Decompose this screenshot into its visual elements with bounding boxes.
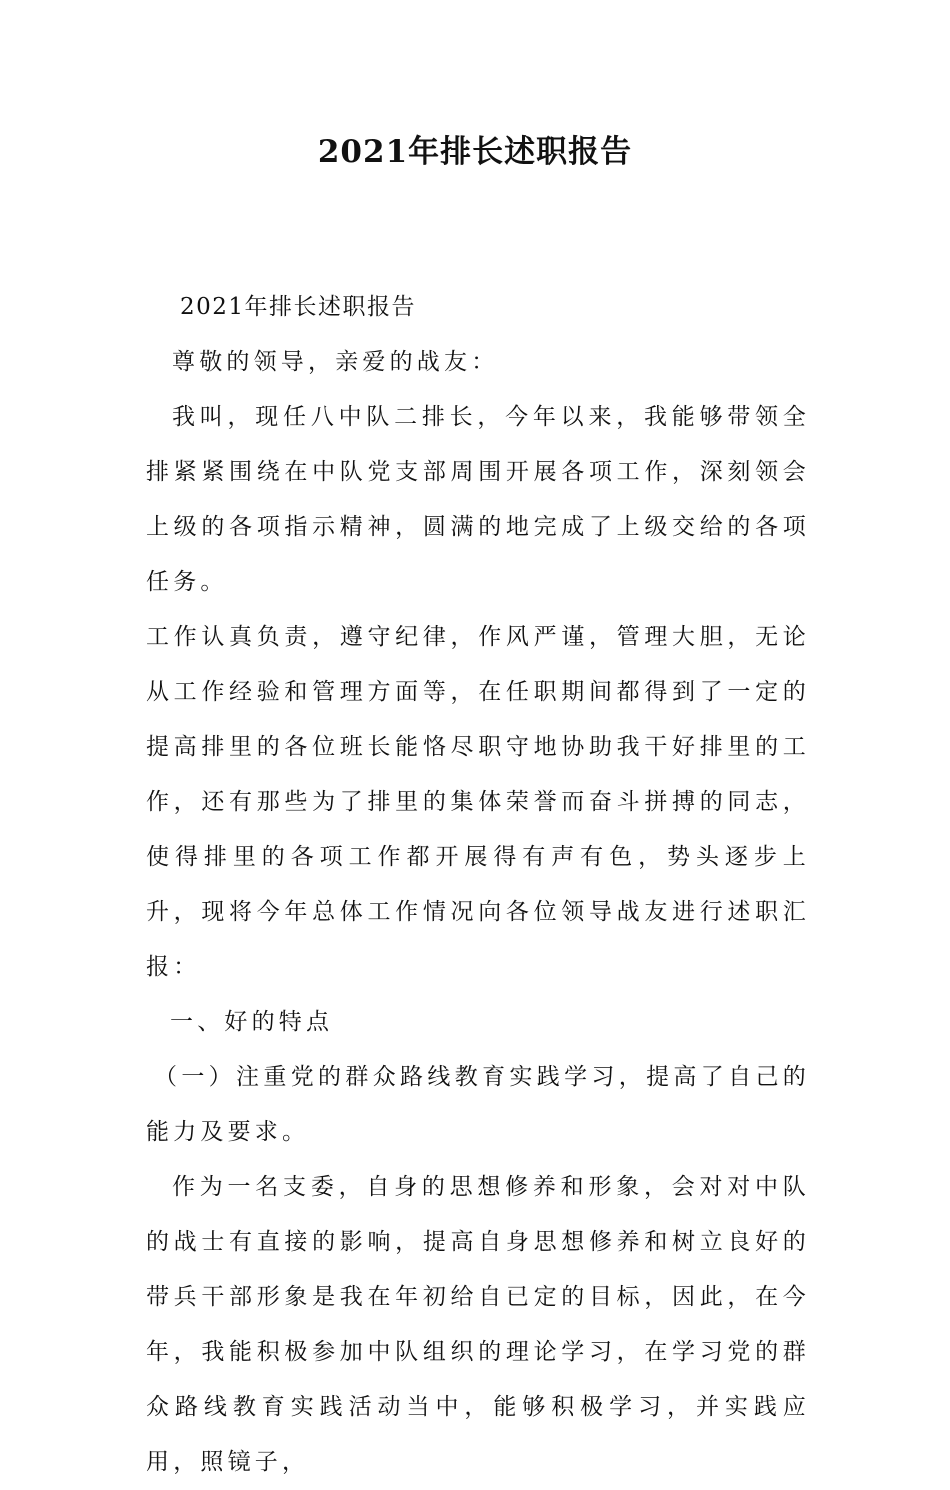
body-heading: 2021年排长述职报告 [180,294,417,320]
salutation: 尊敬的领导，亲爱的战友： [172,349,499,375]
subsection-heading-1: （一）注重党的群众路线教育实践学习，提高了自己的能力及要求。 [146,1064,810,1145]
document-title: 2021年排长述职报告 [317,134,633,170]
work-summary-paragraph: 工作认真负责，遵守纪律，作风严谨，管理大胆，无论从工作经验和管理方面等，在任职期间都得到了一定的提高排里的各位班长能恪尽职守地协助我干好排里的工作，还有那些为了排里的集体荣誉而奋斗拼搏的同志，使得排里的各项工作都开展得有声有色，势头逐步上升，现将今年总体工作情况向各位领导战友进行述职汇报： [146,624,810,980]
intro-paragraph: 我叫，现任八中队二排长，今年以来，我能够带领全排紧紧围绕在中队党支部周围开展各项工作，深刻领会上级的各项指示精神，圆满的地完成了上级交给的各项任务。 [146,404,810,595]
section-body-paragraph: 作为一名支委，自身的思想修养和形象，会对对中队的战士有直接的影响，提高自身思想修养和树立良好的带兵干部形象是我在年初给自已定的目标，因此，在今年，我能积极参加中队组织的理论学习，在学习党的群众路线教育实践活动当中，能够积极学习，并实践应用，照镜子， [146,1174,810,1475]
section-heading-1: 一、好的特点 [170,1009,334,1035]
document-body [146,280,810,1490]
